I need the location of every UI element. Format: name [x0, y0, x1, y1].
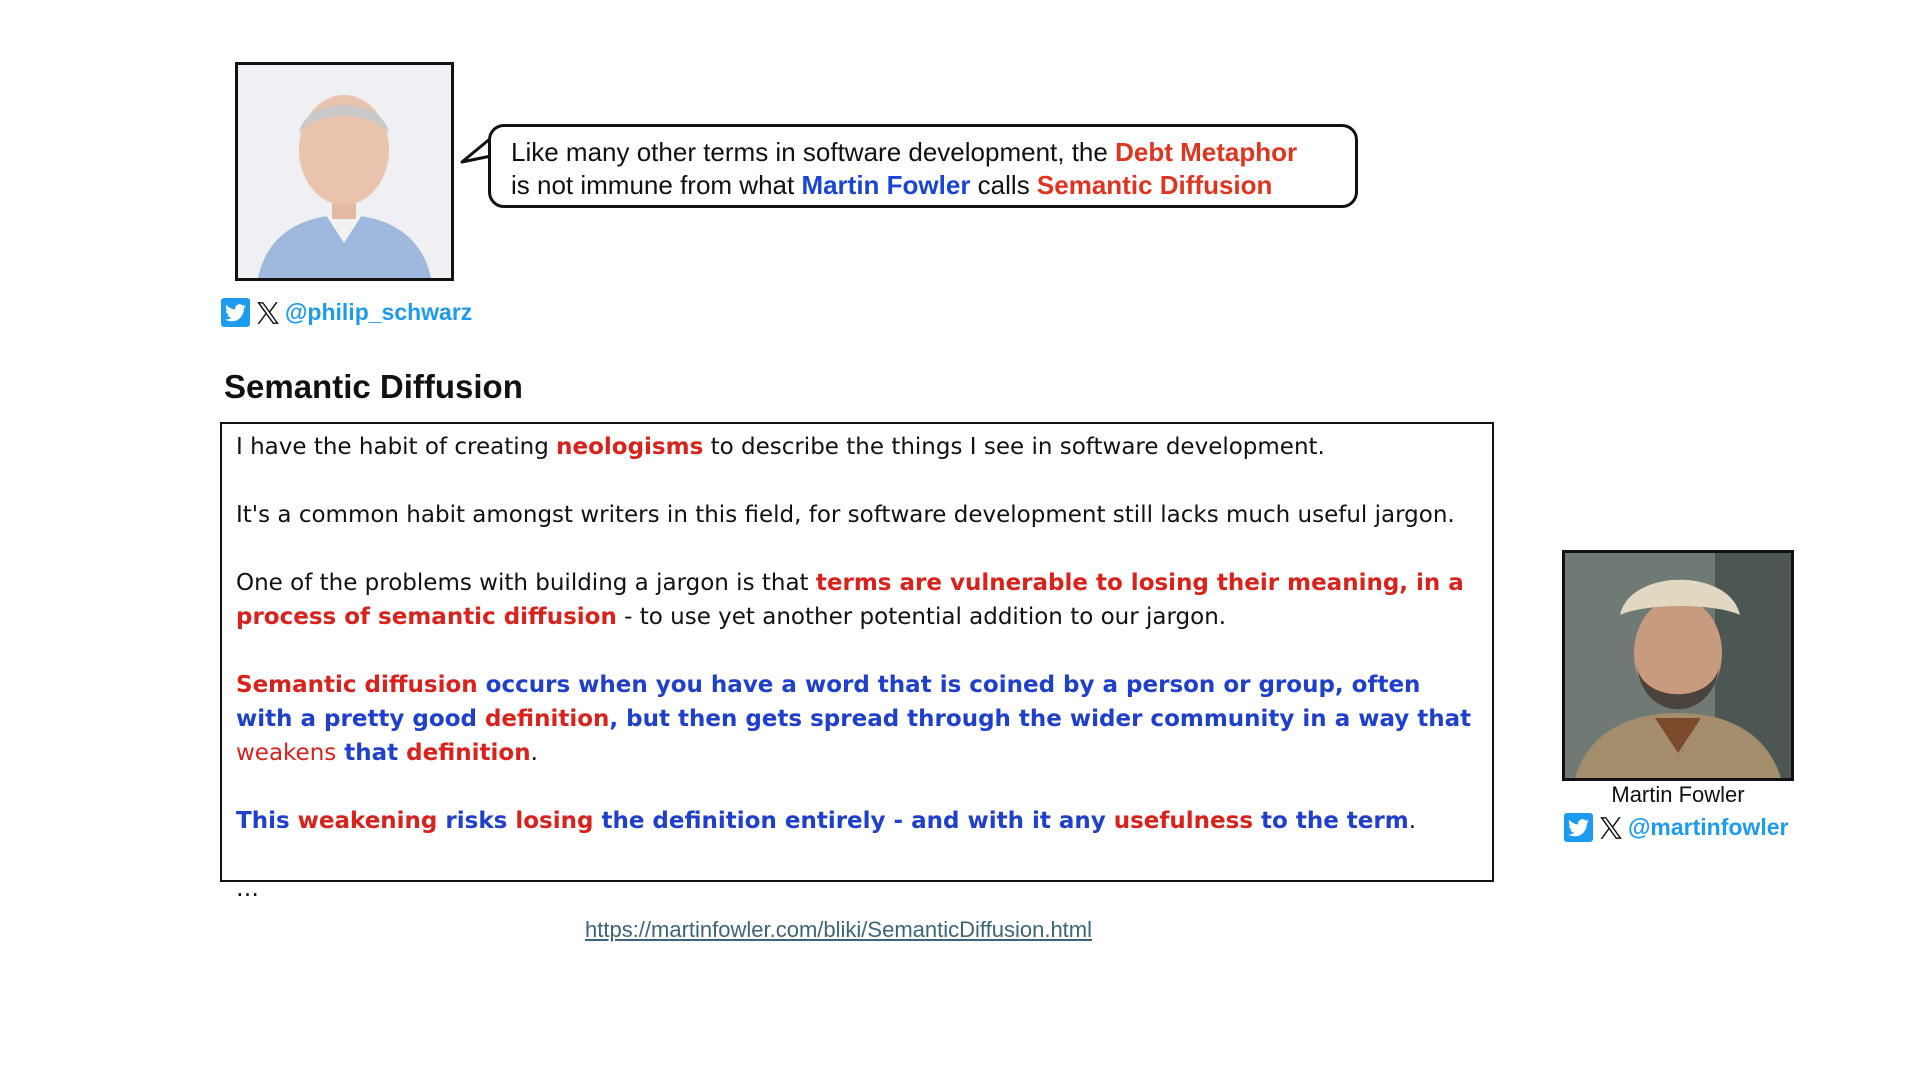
martin-fowler-name: Martin Fowler — [801, 170, 971, 200]
person-portrait-icon — [1565, 553, 1791, 778]
quote-box — [220, 422, 1494, 902]
debt-metaphor-term: Debt Metaphor — [1115, 137, 1298, 167]
speech-bubble — [488, 124, 1358, 208]
philip-handle[interactable]: @philip_schwarz — [285, 299, 473, 325]
twitter-bird-icon — [221, 298, 250, 327]
bubble-text-1: Like many other terms in software development, the — [511, 137, 1116, 167]
bubble-text-3: calls — [970, 170, 1037, 200]
martin-fowler-photo — [1562, 550, 1794, 781]
neologisms-term: neologisms — [556, 434, 704, 460]
quote-ellipsis: … — [236, 876, 259, 902]
person-portrait-icon — [238, 65, 451, 278]
quote-paragraph-5: This weakening risks losing the definition entirely - and with it any usefulness to the term. — [236, 808, 1417, 834]
author-name: Martin Fowler — [1611, 782, 1745, 807]
quote-paragraph-2: It's a common habit amongst writers in this field, for software development still lacks much useful jargon. — [236, 502, 1455, 528]
semantic-diffusion-term: Semantic Diffusion — [1036, 170, 1273, 200]
vulnerable-terms-phrase: terms are vulnerable to losing their meaning, in a process of semantic diffusion — [236, 570, 1464, 630]
quote-paragraph-1: I have the habit of creating neologisms to describe the things I see in software development. — [236, 434, 1325, 460]
quote-paragraph-3: One of the problems with building a jargon is that terms are vulnerable to losing their meaning, in a process of semantic diffusion - to use yet another potential addition to our jargon. — [236, 570, 1464, 630]
twitter-bird-icon — [1564, 813, 1593, 842]
section-title: Semantic Diffusion — [224, 368, 523, 405]
x-logo-icon — [1597, 814, 1624, 841]
martin-handle-row[interactable] — [1564, 813, 1788, 842]
bubble-text-2: is not immune from what — [511, 170, 802, 200]
philip-schwarz-photo — [235, 62, 454, 281]
x-logo-icon — [254, 299, 281, 326]
quote-paragraph-4: Semantic diffusion occurs when you have a word that is coined by a person or group, often with a pretty good definition, but then gets spread through the wider community in a way that weakens that definition. — [236, 672, 1472, 766]
source-link[interactable]: https://martinfowler.com/bliki/SemanticDiffusion.html — [585, 917, 1092, 942]
philip-handle-row[interactable] — [221, 298, 472, 327]
martin-handle[interactable]: @martinfowler — [1628, 814, 1789, 840]
